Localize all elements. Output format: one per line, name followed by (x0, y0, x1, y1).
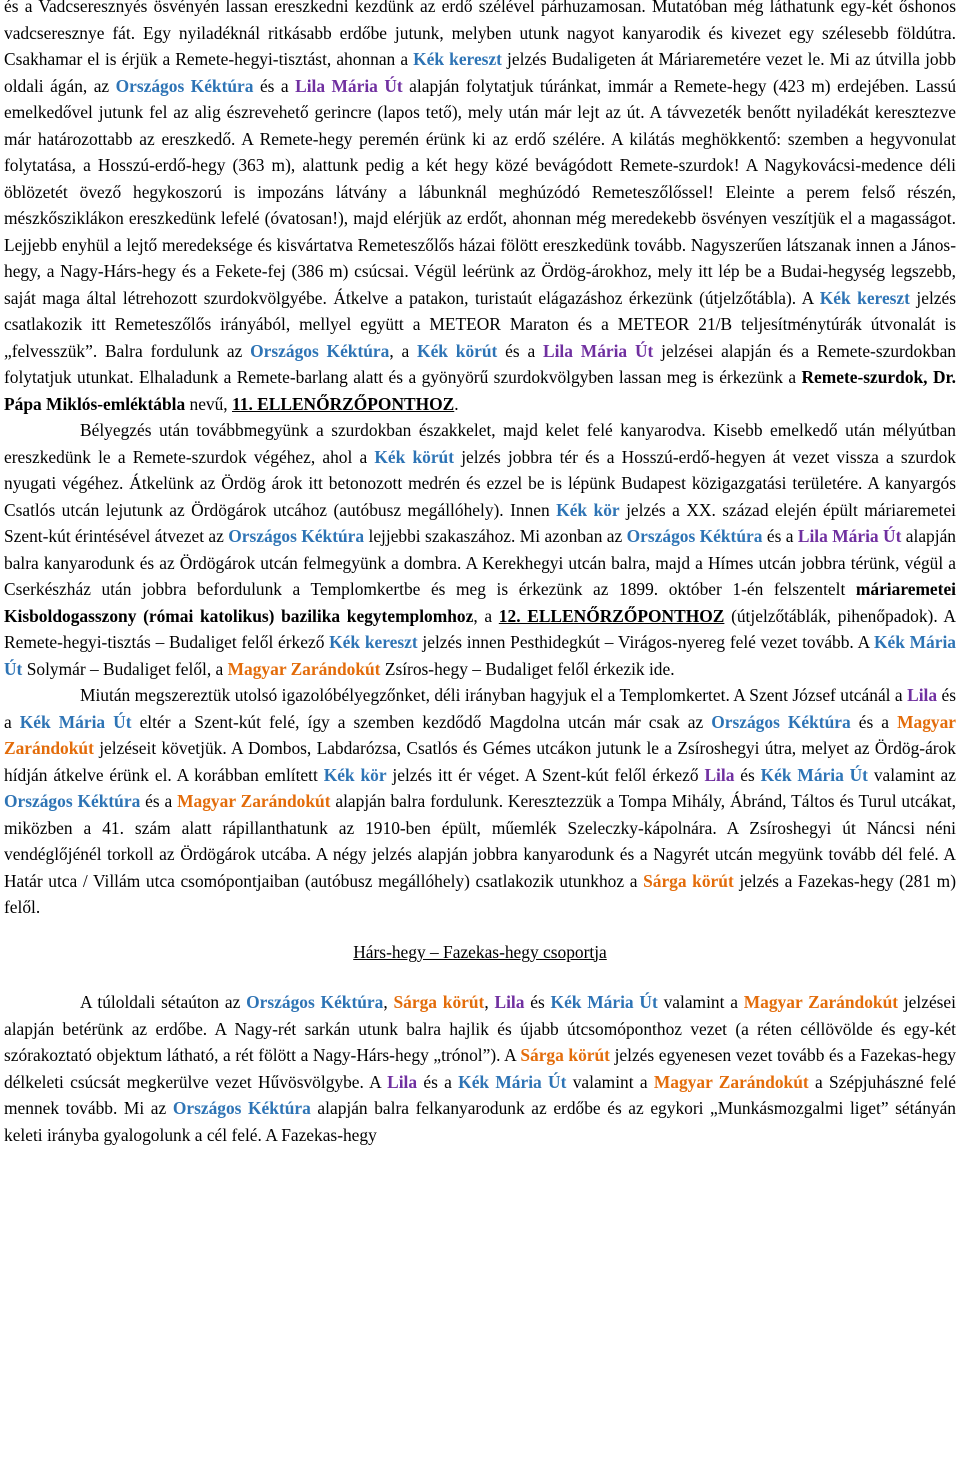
trail-mark-blue: Kék kereszt (413, 49, 502, 69)
section-heading: Hárs-hegy – Fazekas-hegy csoportja (353, 941, 607, 962)
text-run: Miután megszereztük utolsó igazolóbélyegzőnket, déli irányban hagyjuk el a Templomkertet. A Szent József utcánál a (80, 685, 908, 705)
trail-mark-blue: Országos Kéktúra (228, 526, 365, 546)
trail-mark-blue: Kék Mária Út (550, 992, 658, 1012)
text-run: , a (389, 340, 418, 361)
text-run: , a (473, 605, 499, 626)
text-run: és a (497, 340, 543, 361)
trail-mark-blue: Kék Mária Út (4, 632, 956, 679)
trail-mark-purple: Lila (907, 685, 938, 705)
text-run: Solymár – Budaliget felől, a (22, 658, 228, 679)
paragraph (4, 0, 956, 417)
document-body-continued (4, 989, 956, 1148)
text-run: jelzés egyenesen vezet tovább és a Fazekas-hegy délkeleti csúcsát megkerülve vezet Hűvösvölgybe. A (4, 1045, 956, 1092)
text-run: és a (762, 526, 798, 546)
trail-mark-blue: Kék kereszt (819, 287, 910, 308)
text-run: lejjebbi szakaszához. Mi azonban az (364, 526, 627, 546)
text-run: alapján balra kanyarodunk és az Ördögárok utcán felmegyünk a dombra. A Kerekhegyi utcán balra, majd a Hímes utcán jobbra térünk, végül a Cserkészház után jobbra befordulunk a Templomkertbe és meg is érkezünk az 1899. október 1-én felszentelt (4, 526, 956, 599)
text-run: jelzés a Fazekas-hegy (281 m) felől. (4, 870, 956, 917)
trail-mark-purple: Lila (494, 992, 525, 1012)
text-run: valamint az (867, 764, 956, 785)
text-run: és a (253, 75, 296, 96)
trail-mark-blue: Országos Kéktúra (4, 791, 141, 811)
text-run: és (524, 992, 551, 1012)
trail-mark-purple: Lila Mária Út (543, 340, 654, 361)
bold-text: Remete-szurdok, Dr. Pápa Miklós-emléktábla (4, 367, 956, 414)
text-run: eltér a Szent-kút felé, így a szemben kezdődő Magdolna utcán már csak az (131, 711, 712, 732)
checkpoint-label: 11. ELLENŐRZŐPONTHOZ (232, 393, 455, 414)
trail-mark-blue: Országos Kéktúra (246, 992, 384, 1012)
trail-mark-orange: Magyar Zarándokút (227, 658, 381, 679)
text-run: alapján balra fordulunk. Keresztezzük a Tompa Mihály, Ábránd, Táltos és Turul utcákat, miközben a 41. szám alatt rápillanthatunk az 1910-ben épült, műemlék Szeleczky-kápolnára. A Zsíroshegyi út Náncsi néni vendéglőjénél torkoll az Ördögárok utcába. A négy jelzés alapján jobbra kanyarodunk és a Nagyrét utcán megyünk tovább dél felé. A Határ utca / Villám utca csomópontjaiban (autóbusz megállóhely) csatlakozik utunkhoz a (4, 791, 956, 891)
text-run: Bélyegzés után továbbmegyünk a szurdokban északkelet, majd kelet felé kanyarodva. Kisebb emelkedő után mélyútban ereszkedünk le a Remete-szurdok végéhez, ahol a (4, 420, 956, 467)
trail-mark-blue: Kék Mária Út (760, 764, 868, 785)
text-run: jelzései alapján betérünk az erdőbe. A Nagy-rét sarkán utunk balra hajlik és újabb útcsomóponthoz vezet (a réten céllövölde és egy-két szórakoztató objektum látható, a rét fölött a Nagy-Hárs-hegy „trónol”). A (4, 992, 956, 1065)
trail-mark-blue: Országos Kéktúra (115, 75, 254, 96)
trail-mark-purple: Lila (704, 764, 735, 785)
text-run: alapján balra felkanyarodunk az erdőbe és az egykori „Munkásmozgalmi liget” sétányán keleti irányba gyalogolunk a cél felé. A Fazekas-hegy (4, 1098, 957, 1145)
paragraph (4, 989, 956, 1148)
trail-mark-blue: Országos Kéktúra (250, 340, 390, 361)
text-run: A túloldali sétaúton az (80, 992, 247, 1012)
trail-mark-blue: Kék körút (374, 446, 455, 467)
text-run: és a (4, 685, 956, 732)
text-run: jelzés csatlakozik itt Remeteszőlős irányából, mellyel együtt a METEOR Maraton és a METEOR 21/B teljesítménytúrák útvonalát is „felvesszük”. Balra fordulunk az (4, 287, 957, 361)
trail-mark-purple: Lila (387, 1071, 418, 1092)
text-run: alapján folytatjuk túránkat, immár a Remete-hegy (423 m) erdejében. Lassú emelkedővel jutunk fel az alig észrevehető gerincre (lapos tető), mely után már lejt az út. A távvezeték benőtt nyiladékát keresztezve már határozottabb az ereszkedő. A Remete-hegy peremén érünk ki az erdő szélére. A kilátás meghökkentő: szemben a hegyvonulat folytatása, a Hosszú-erdő-hegy (363 m), alattunk pedig a két hegy közé bevágódott Remete-szurdok! A Nagykovácsi-medence déli öblözetét övező hegykoszorú is impozáns látvány a lábunknál meghúzódó Remeteszőlőssel! Eleinte a perem felső részén, mészkősziklákon ereszkedünk lefelé (óvatosan!), majd elérjük az erdőt, ahonnan még meredekebb ösvényen veszítjük el a magasságot. Lejjebb enyhül a lejtő meredeksége és kisvártatva Remeteszőlős házai fölött ereszkedünk tovább. Nagyszerűen látszanak innen a János-hegy, a Nagy-Hárs-hegy és a Fekete-fej (386 m) csúcsai. Végül leérünk az Ördög-árokhoz, mely itt lép be a Budai-hegység legszebb, saját maga által létrehozott szurdokvölgyébe. Átkelve a patakon, turistaút elágazáshoz érkezünk (útjelzőtábla). A (4, 75, 957, 308)
text-run: valamint a (657, 992, 744, 1012)
trail-mark-blue: Kék Mária Út (19, 711, 132, 732)
trail-mark-blue: Országos Kéktúra (711, 711, 851, 732)
paragraph (4, 682, 956, 921)
text-run: és a (850, 711, 898, 732)
text-run: jelzés jobbra tér és a Hosszú-erdő-hegyen át vezet vissza a szurdok nyugati végéhez. Átkelünk az Ördög árok itt betonozott medrén és ezzel be is lépünk Budapest közigazgatási területére. A kanyargós Csatlós utcán lejutunk az Ördögárok utcához (autóbusz megállóhely). Innen (4, 446, 956, 520)
text-run: és a (417, 1071, 459, 1092)
text-run: (útjelzőtáblák, pihenőpadok). A Remete-hegyi-tisztás – Budaliget felől érkező (4, 605, 956, 652)
text-run: és a (140, 791, 178, 811)
trail-mark-blue: Kék kör (556, 499, 620, 520)
text-run: és (734, 764, 761, 785)
trail-mark-blue: Kék Mária Út (458, 1071, 567, 1092)
trail-mark-blue: Kék körút (417, 340, 498, 361)
text-run: a Szépjuhászné felé mennek tovább. Mi az (4, 1071, 956, 1118)
text-run: . (454, 393, 459, 414)
text-run: , (383, 992, 394, 1012)
trail-mark-orange: Magyar Zarándokút (743, 992, 899, 1012)
text-run: , (484, 992, 495, 1012)
trail-mark-blue: Országos Kéktúra (626, 526, 763, 546)
trail-mark-blue: Kék kereszt (329, 632, 418, 652)
trail-mark-orange: Magyar Zarándokút (653, 1071, 809, 1092)
trail-mark-blue: Kék kör (323, 764, 387, 785)
trail-mark-purple: Lila Mária Út (295, 75, 403, 96)
document-body (4, 0, 956, 921)
paragraph (4, 417, 956, 682)
trail-mark-orange: Sárga körút (643, 870, 734, 891)
bold-text: máriaremetei Kisboldogasszony (római katolikus) bazilika kegytemplomhoz (4, 579, 956, 626)
text-run: és a Vadcseresznyés ösvényén lassan ereszkedni kezdünk az erdő szélével párhuzamosan. Mutatóban még láthatunk egy-két őshonos vadcseresznye fát. Egy nyiladéknál ritkásabb erdőbe jutunk, melyben utunk nagyot kanyarodik és kivezet egy szélesebb földútra. Csakhamar el is érjük a Remete-hegyi-tisztást, ahonnan a (4, 0, 956, 69)
trail-mark-orange: Sárga körút (393, 992, 485, 1012)
text-run: jelzés innen Pesthidegkút – Virágos-nyereg felé vezet tovább. A (417, 632, 874, 652)
trail-mark-blue: Országos Kéktúra (172, 1098, 311, 1118)
text-run: nevű, (185, 393, 233, 414)
trail-mark-purple: Lila Mária Út (797, 526, 902, 546)
trail-mark-orange: Magyar Zarándokút (4, 711, 957, 758)
checkpoint-label: 12. ELLENŐRZŐPONTHOZ (498, 605, 725, 626)
text-run: jelzéseit követjük. A Dombos, Labdarózsa, Csatlós és Gémes utcákon jutunk le a Zsíroshegyi útra, melyet az Ördög-árok hídján átkelve érünk el. A korábban említett (4, 738, 956, 785)
text-run: jelzés Budaligeten át Máriaremetére vezet le. Mi az útvilla jobb oldali ágán, az (4, 49, 957, 96)
text-run: jelzés a XX. század elején épült máriaremetei Szent-kút érintésével átvezet az (4, 499, 956, 546)
text-run: jelzései alapján és a Remete-szurdokban folytatjuk utunkat. Elhaladunk a Remete-barlang alatt és a gyönyörű szurdokvölgyben lassan meg is érkezünk a (4, 340, 957, 387)
trail-mark-orange: Sárga körút (520, 1045, 610, 1065)
text-run: Zsíros-hegy – Budaliget felől érkezik ide. (380, 658, 675, 679)
text-run: jelzés itt ér véget. A Szent-kút felől érkező (386, 764, 705, 785)
text-run: valamint a (566, 1071, 654, 1092)
trail-mark-orange: Magyar Zarándokút (177, 791, 331, 811)
